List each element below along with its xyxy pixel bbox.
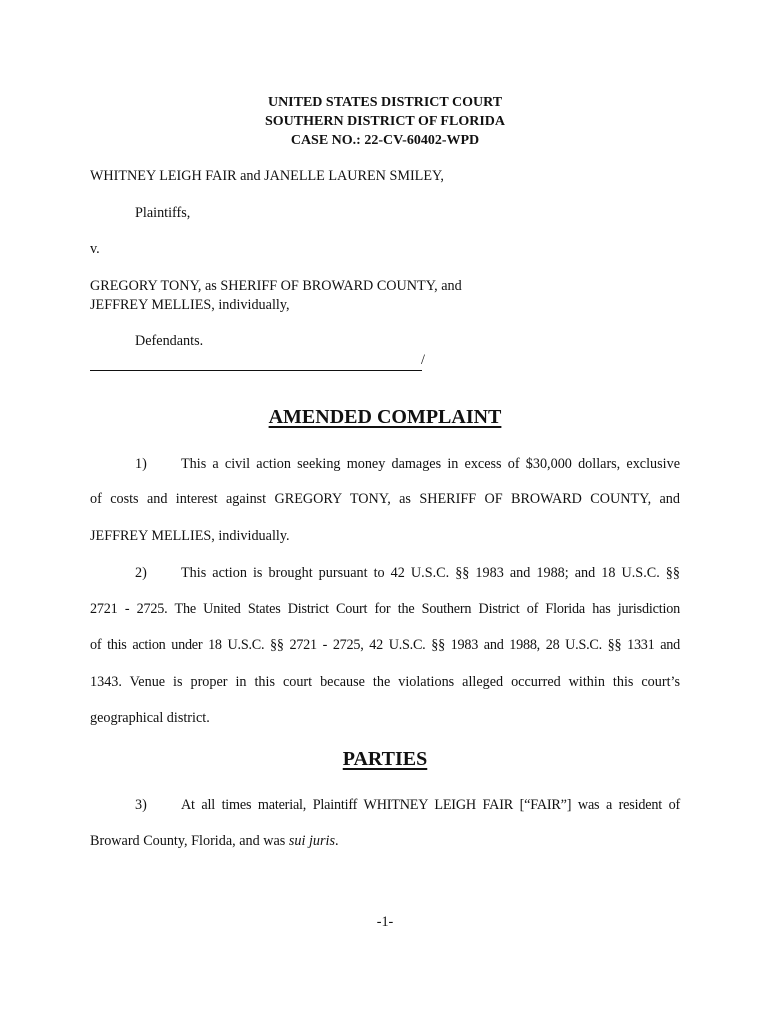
paragraph-2-line-4: 1343. Venue is proper in this court because the violations alleged occurred within this court’s: [90, 674, 680, 690]
paragraph-2-number: 2): [135, 565, 147, 581]
versus-label: v.: [90, 241, 100, 257]
defendants-line-1: GREGORY TONY, as SHERIFF OF BROWARD COUNTY, and: [90, 278, 462, 294]
paragraph-1-line-3: JEFFREY MELLIES, individually.: [90, 528, 290, 544]
plaintiffs-names: WHITNEY LEIGH FAIR and JANELLE LAUREN SMILEY,: [90, 168, 444, 184]
paragraph-1-first-line: This a civil action seeking money damages in excess of $30,000 dollars, exclusive: [181, 456, 680, 472]
paragraph-3-line-2: [90, 833, 339, 850]
page-number: -1-: [376, 914, 394, 930]
plaintiffs-label: Plaintiffs,: [135, 205, 191, 221]
paragraph-3-first-line: At all times material, Plaintiff WHITNEY LEIGH FAIR [“FAIR”] was a resident of: [181, 797, 680, 813]
paragraph-1-line-2: of costs and interest against GREGORY TONY, as SHERIFF OF BROWARD COUNTY, and: [90, 491, 680, 507]
paragraph-2-line-2: 2721 - 2725. The United States District Court for the Southern District of Florida has jurisdiction: [90, 601, 680, 617]
paragraph-2-line-5: geographical district.: [90, 710, 210, 726]
paragraph-3-line-2-end: .: [335, 833, 339, 849]
caption-rule-end: /: [421, 352, 425, 368]
defendants-line-2: JEFFREY MELLIES, individually,: [90, 297, 290, 313]
paragraph-1-number: 1): [135, 456, 147, 472]
document-title: AMENDED COMPLAINT: [268, 406, 502, 428]
parties-heading: PARTIES: [342, 748, 428, 770]
defendants-label: Defendants.: [135, 333, 204, 349]
paragraph-3-number: 3): [135, 797, 147, 813]
paragraph-3-line-2-text: Broward County, Florida, and was: [90, 833, 289, 849]
sui-juris-term: sui juris: [288, 833, 335, 849]
court-name: UNITED STATES DISTRICT COURT: [267, 95, 503, 110]
paragraph-2-line-3: of this action under 18 U.S.C. §§ 2721 - 2725, 42 U.S.C. §§ 1983 and 1988, 28 U.S.C. §§ 1331 and: [90, 637, 680, 653]
court-district: SOUTHERN DISTRICT OF FLORIDA: [265, 114, 505, 129]
caption-rule: [90, 370, 422, 371]
paragraph-2-first-line: This action is brought pursuant to 42 U.S.C. §§ 1983 and 1988; and 18 U.S.C. §§: [181, 565, 680, 581]
case-number: CASE NO.: 22-CV-60402-WPD: [290, 133, 480, 148]
